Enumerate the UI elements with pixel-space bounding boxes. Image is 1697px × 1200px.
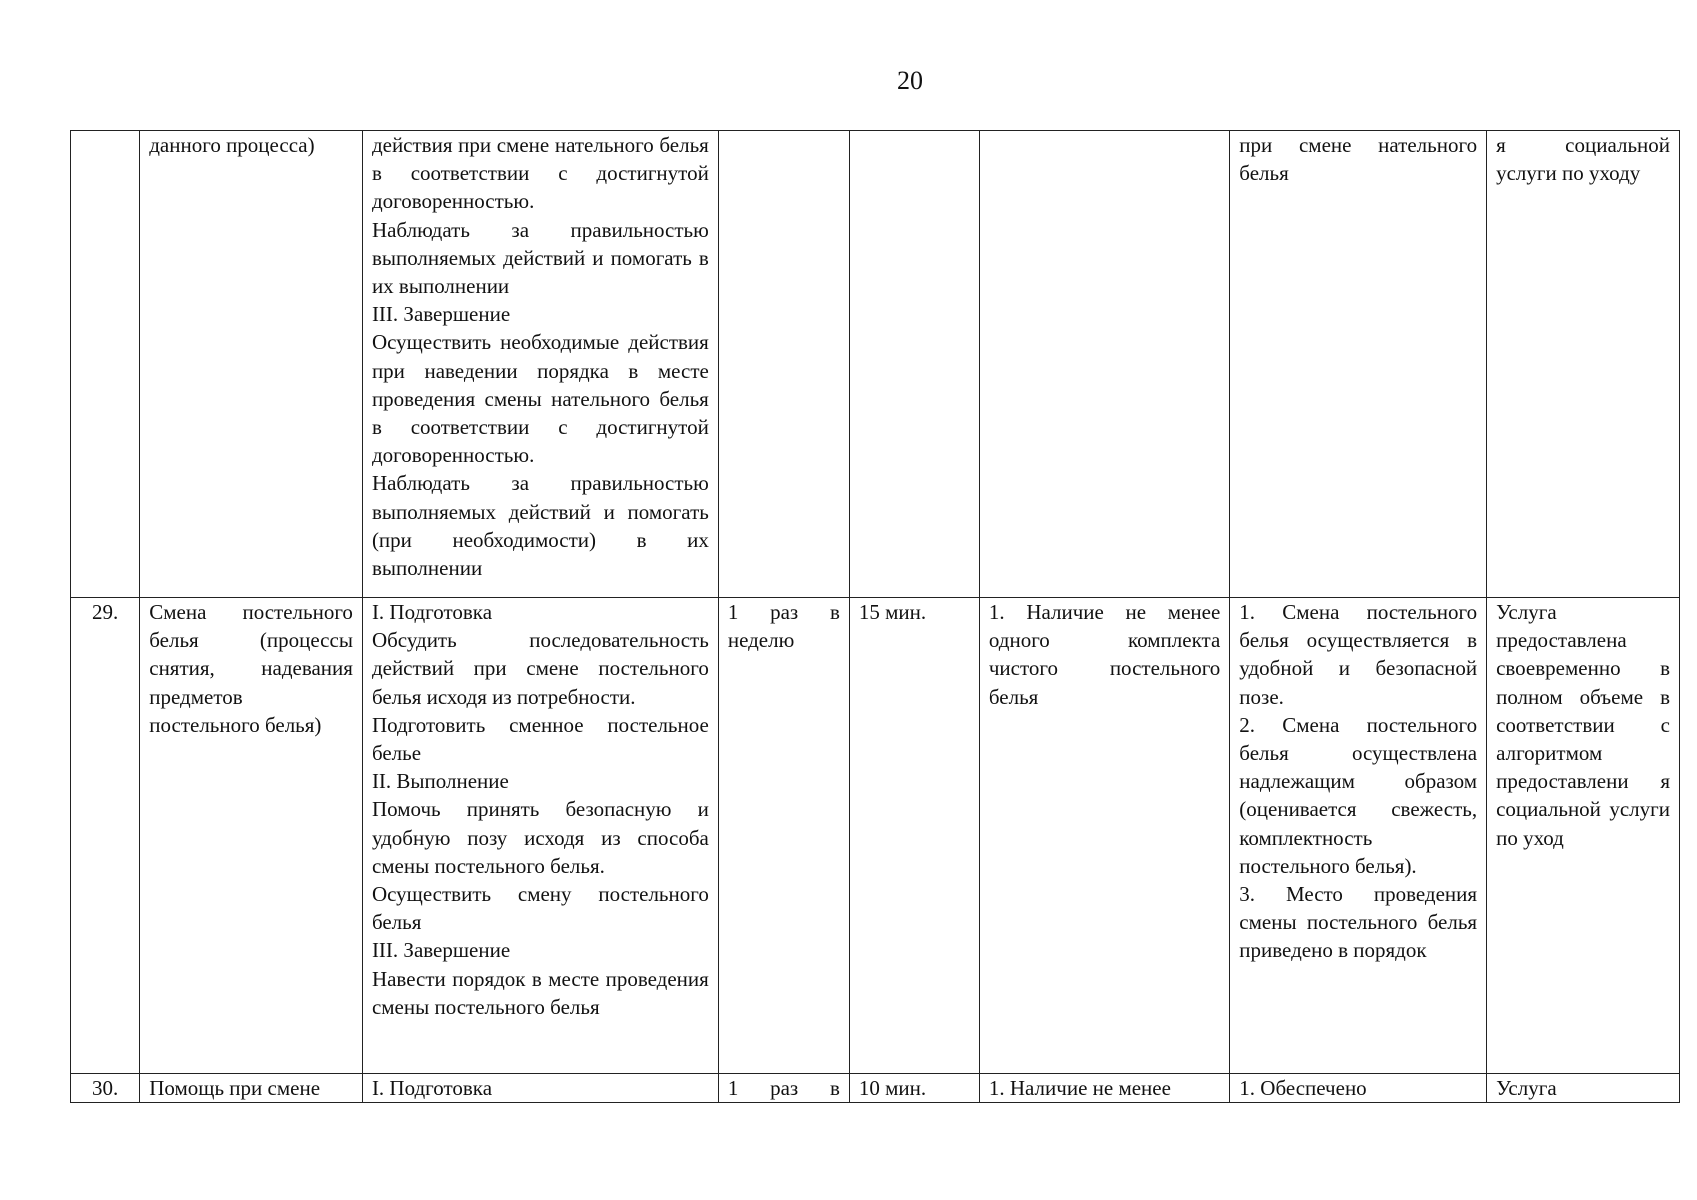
service-conditions bbox=[979, 131, 1229, 598]
service-standards-table bbox=[70, 130, 1680, 1103]
service-duration: 15 мин. bbox=[849, 598, 979, 1074]
service-actions: действия при смене нательного белья в соответствии с достигнутой договоренностью. Наблюдать за правильностью выполняемых действий и помогать в их выполнении III. Завершение Осуществить необходимые действия при наведении порядка в месте проведения смены нательного белья в соответствии с достигнутой договоренностью. Наблюдать за правильностью выполняемых действий и помогать (при необходимости) в их выполнении bbox=[362, 131, 718, 598]
table-row bbox=[71, 131, 1680, 598]
service-name: Помощь при смене bbox=[140, 1074, 363, 1103]
service-indicators: 1. Смена постельного белья осуществляется в удобной и безопасной позе. 2. Смена постельного белья осуществлена надлежащим образом (оценивается свежесть, комплектность постельного белья). 3. Место проведения смены постельного белья приведено в порядок bbox=[1230, 598, 1487, 1074]
service-frequency bbox=[718, 131, 849, 598]
service-duration bbox=[849, 131, 979, 598]
row-number bbox=[71, 131, 140, 598]
service-actions: I. Подготовка Обсудить последовательность действий при смене постельного белья исходя из потребности. Подготовить сменное постельное белье II. Выполнение Помочь принять безопасную и удобную позу исходя из способа смены постельного белья. Осуществить смену постельного белья III. Завершение Навести порядок в месте проведения смены постельного белья bbox=[362, 598, 718, 1074]
service-duration: 10 мин. bbox=[849, 1074, 979, 1103]
table-row bbox=[71, 598, 1680, 1074]
service-indicators: при смене нательного белья bbox=[1230, 131, 1487, 598]
table-row bbox=[71, 1074, 1680, 1103]
row-number: 30. bbox=[71, 1074, 140, 1103]
service-evaluation: Услуга bbox=[1487, 1074, 1680, 1103]
service-actions: I. Подготовка bbox=[362, 1074, 718, 1103]
service-frequency: 1 раз в bbox=[718, 1074, 849, 1103]
service-evaluation: я социальной услуги по уходу bbox=[1487, 131, 1680, 598]
service-frequency: 1 раз в неделю bbox=[718, 598, 849, 1074]
page-number: 20 bbox=[897, 66, 923, 95]
row-number: 29. bbox=[71, 598, 140, 1074]
service-conditions: 1. Наличие не менее bbox=[979, 1074, 1229, 1103]
service-name: Смена постельного белья (процессы снятия, надевания предметов постельного белья) bbox=[140, 598, 363, 1074]
service-evaluation: Услуга предоставлена своевременно в полном объеме в соответствии с алгоритмом предоставлени я социальной услуги по уход bbox=[1487, 598, 1680, 1074]
service-indicators: 1. Обеспечено bbox=[1230, 1074, 1487, 1103]
service-name: данного процесса) bbox=[140, 131, 363, 598]
service-conditions: 1. Наличие не менее одного комплекта чистого постельного белья bbox=[979, 598, 1229, 1074]
